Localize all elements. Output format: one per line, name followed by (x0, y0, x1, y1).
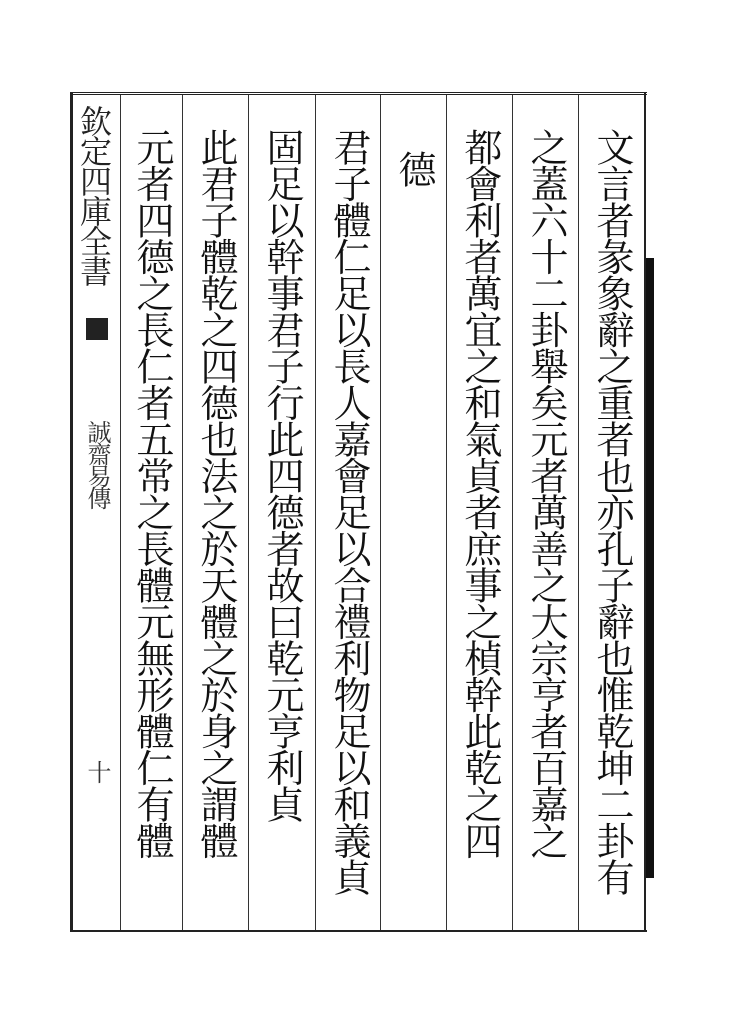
column-divider (315, 95, 316, 930)
binding-spine (646, 258, 654, 878)
text-column-5: 君子體仁足以長人嘉會足以合禮利物足以和義貞 (327, 128, 371, 895)
text-column-3: 都會利者萬宜之和氣貞者庶事之楨幹此乾之四 (458, 128, 502, 858)
text-column-6: 固足以幹事君子行此四德者故曰乾元亨利貞 (260, 128, 304, 822)
margin-book-title: 欽定四庫全書 (75, 105, 113, 285)
column-divider (182, 95, 183, 930)
column-divider (380, 95, 381, 930)
text-column-2: 之蓋六十二卦舉矣元者萬善之大宗亨者百嘉之 (524, 128, 568, 858)
column-divider (578, 95, 579, 930)
column-divider (120, 95, 121, 930)
text-column-1: 文言者彖象辭之重者也亦孔子辭也惟乾坤二卦有 (590, 128, 634, 895)
margin-volume-title: 誠齋易傳 (83, 420, 111, 508)
margin-page-number: 十 (83, 760, 111, 784)
column-divider (512, 95, 513, 930)
margin-block-mark (86, 318, 108, 340)
column-divider (248, 95, 249, 930)
column-divider (446, 95, 447, 930)
text-column-7: 此君子體乾之四德也法之於天體之於身之謂體 (194, 128, 238, 858)
text-column-4: 德 (392, 150, 436, 187)
left-border-rule (70, 92, 73, 932)
text-column-8: 元者四德之長仁者五常之長體元無形體仁有體 (130, 128, 174, 858)
top-border-rule (72, 92, 647, 95)
bottom-border-rule (72, 930, 647, 932)
